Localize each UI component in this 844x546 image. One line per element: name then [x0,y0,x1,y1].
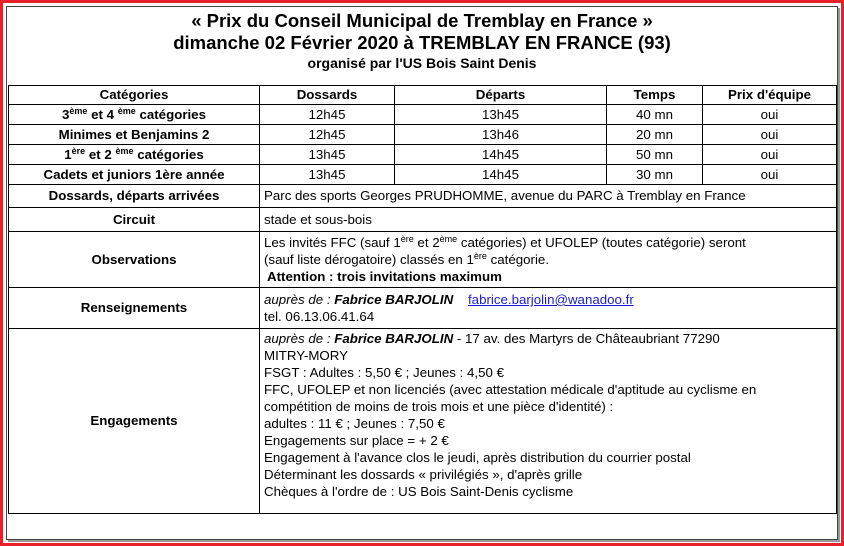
race-prix: oui [703,125,837,145]
race-temps: 20 mn [607,125,703,145]
header-departs: Départs [395,86,607,105]
engagements-contact: auprès de : Fabrice BARJOLIN - 17 av. des Martyrs de Châteaubriant 77290 [264,331,720,346]
engagements-line: FFC, UFOLEP et non licenciés (avec attestation médicale d'aptitude au cyclisme en [264,382,757,397]
observations-row [9,232,837,288]
lieu-value: Parc des sports Georges PRUDHOMME, avenue du PARC à Tremblay en France [260,185,837,208]
engagements-line: adultes : 11 € ; Jeunes : 7,50 € [264,416,445,431]
race-category: Cadets et juniors 1ère année [9,165,260,185]
engagements-label: Engagements [9,329,260,514]
race-temps: 40 mn [607,105,703,125]
renseignements-tel: tel. 06.13.06.41.64 [264,309,375,324]
race-info-table [8,85,837,514]
table-row [9,125,837,145]
lieu-label: Dossards, départs arrivées [9,185,260,208]
observations-value [260,232,837,288]
renseignements-contact: auprès de : Fabrice BARJOLIN fabrice.barjolin@wanadoo.fr [264,292,634,307]
race-dossards: 13h45 [260,145,395,165]
title-line-3: organisé par l'US Bois Saint Denis [307,55,537,71]
race-departs: 13h45 [395,105,607,125]
header-categories: Catégories [9,86,260,105]
engagements-line: MITRY-MORY [264,348,348,363]
circuit-value: stade et sous-bois [260,208,837,232]
engagements-value [260,329,837,514]
header-temps: Temps [607,86,703,105]
engagements-line: FSGT : Adultes : 5,50 € ; Jeunes : 4,50 € [264,365,504,380]
renseignements-row [9,288,837,329]
race-departs: 14h45 [395,165,607,185]
circuit-label: Circuit [9,208,260,232]
header-prix-equipe: Prix d'équipe [703,86,837,105]
race-category: 3ème et 4 $^{ème}$ catégories [9,105,260,125]
renseignements-label: Renseignements [9,288,260,329]
observations-attention: Attention : trois invitations maximum [267,269,502,284]
race-departs: 14h45 [395,145,607,165]
race-departs: 13h46 [395,125,607,145]
table-header-row [9,86,837,105]
race-temps: 30 mn [607,165,703,185]
title-line-2: dimanche 02 Février 2020 à TREMBLAY EN FRANCE (93) [173,32,671,53]
table-row [9,165,837,185]
title-line-1: « Prix du Conseil Municipal de Tremblay en France » [191,10,653,31]
engagements-row [9,329,837,514]
race-dossards: 12h45 [260,105,395,125]
race-temps: 50 mn [607,145,703,165]
renseignements-value [260,288,837,329]
table-row [9,105,837,125]
engagements-line: Chèques à l'ordre de : US Bois Saint-Denis cyclisme [264,484,574,499]
engagements-line: Engagements sur place = + 2 € [264,433,449,448]
observations-line: Les invités FFC (sauf 1ère et 2ème catégories) et UFOLEP (toutes catégorie) seront [264,234,746,250]
table-row [9,145,837,165]
engagements-line: compétition de moins de trois mois et une pièce d'identité) : [264,399,614,414]
circuit-row [9,208,837,232]
email-link[interactable]: fabrice.barjolin@wanadoo.fr [467,292,634,307]
race-dossards: 13h45 [260,165,395,185]
header-dossards: Dossards [260,86,395,105]
lieu-row [9,185,837,208]
race-prix: oui [703,145,837,165]
document-header [0,10,844,72]
observations-line: (sauf liste dérogatoire) classés en 1ère catégorie. [264,251,550,267]
race-category: Minimes et Benjamins 2 [9,125,260,145]
race-prix: oui [703,105,837,125]
race-dossards: 12h45 [260,125,395,145]
observations-label: Observations [9,232,260,288]
race-prix: oui [703,165,837,185]
race-category: 1ère et 2 $^{ème}$ catégories [9,145,260,165]
engagements-line: Déterminant les dossards « privilégiés », d'après grille [264,467,583,482]
engagements-line: Engagement à l'avance clos le jeudi, après distribution du courrier postal [264,450,691,465]
